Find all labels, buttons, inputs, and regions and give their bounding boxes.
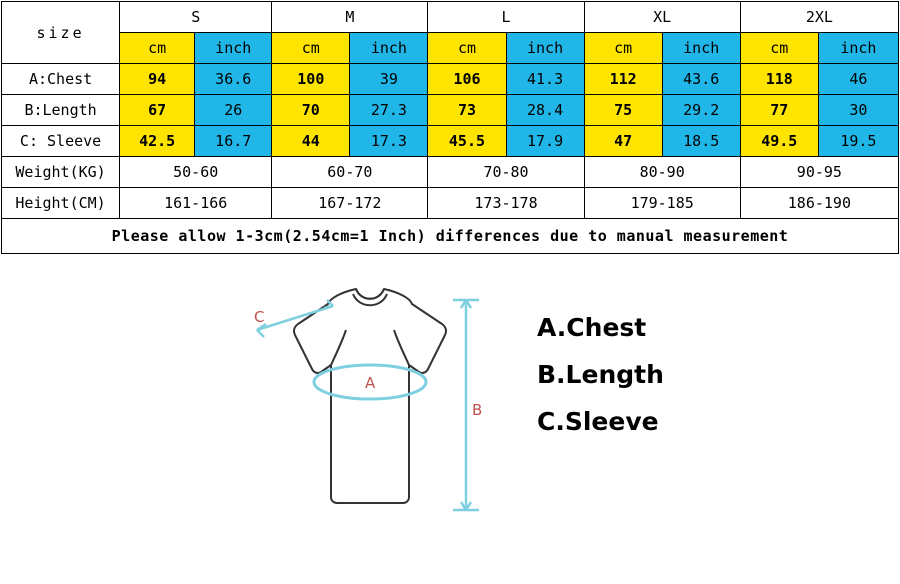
table-row <box>2 64 899 95</box>
table-note-row <box>2 219 899 254</box>
chest-m-inch: 39 <box>350 64 428 95</box>
size-table <box>1 1 899 254</box>
chest-s-inch: 36.6 <box>195 64 272 95</box>
chest-l-cm: 106 <box>428 64 506 95</box>
length-l-inch: 28.4 <box>506 95 584 126</box>
table-header-row <box>2 2 899 33</box>
table-unit-row <box>2 33 899 64</box>
unit-cm-xl: cm <box>584 33 662 64</box>
tshirt-diagram <box>210 272 530 512</box>
sleeve-xl-cm: 47 <box>584 126 662 157</box>
length-l-cm: 73 <box>428 95 506 126</box>
row-label-height: Height(CM) <box>2 188 120 219</box>
chest-s-cm: 94 <box>120 64 195 95</box>
unit-cm-l: cm <box>428 33 506 64</box>
length-2xl-cm: 77 <box>740 95 818 126</box>
sleeve-s-cm: 42.5 <box>120 126 195 157</box>
weight-l: 70-80 <box>428 157 584 188</box>
marker-b-label: B <box>472 401 483 419</box>
length-2xl-inch: 30 <box>818 95 898 126</box>
table-row <box>2 157 899 188</box>
row-label-length: B:Length <box>2 95 120 126</box>
chest-2xl-inch: 46 <box>818 64 898 95</box>
table-row <box>2 126 899 157</box>
length-m-inch: 27.3 <box>350 95 428 126</box>
unit-cm-m: cm <box>272 33 350 64</box>
table-row <box>2 95 899 126</box>
height-xl: 179-185 <box>584 188 740 219</box>
size-chart-page <box>0 1 900 584</box>
measurement-legend <box>537 304 664 445</box>
height-l: 173-178 <box>428 188 584 219</box>
tshirt-outline <box>294 289 446 503</box>
sleeve-m-cm: 44 <box>272 126 350 157</box>
unit-inch-m: inch <box>350 33 428 64</box>
row-label-sleeve: C: Sleeve <box>2 126 120 157</box>
size-header-2xl: 2XL <box>740 2 898 33</box>
weight-m: 60-70 <box>272 157 428 188</box>
unit-inch-xl: inch <box>662 33 740 64</box>
sleeve-measure-line <box>257 300 333 337</box>
length-xl-cm: 75 <box>584 95 662 126</box>
size-header-s: S <box>120 2 272 33</box>
sleeve-l-cm: 45.5 <box>428 126 506 157</box>
unit-cm-2xl: cm <box>740 33 818 64</box>
measurement-note: Please allow 1-3cm(2.54cm=1 Inch) differences due to manual measurement <box>2 219 899 254</box>
sleeve-l-inch: 17.9 <box>506 126 584 157</box>
table-row <box>2 188 899 219</box>
chest-l-inch: 41.3 <box>506 64 584 95</box>
weight-xl: 80-90 <box>584 157 740 188</box>
size-header-m: M <box>272 2 428 33</box>
row-label-chest: A:Chest <box>2 64 120 95</box>
sleeve-m-inch: 17.3 <box>350 126 428 157</box>
sleeve-2xl-cm: 49.5 <box>740 126 818 157</box>
height-2xl: 186-190 <box>740 188 898 219</box>
row-label-weight: Weight(KG) <box>2 157 120 188</box>
size-header-l: L <box>428 2 584 33</box>
chest-m-cm: 100 <box>272 64 350 95</box>
chest-xl-cm: 112 <box>584 64 662 95</box>
chest-2xl-cm: 118 <box>740 64 818 95</box>
unit-inch-2xl: inch <box>818 33 898 64</box>
chest-xl-inch: 43.6 <box>662 64 740 95</box>
length-m-cm: 70 <box>272 95 350 126</box>
weight-2xl: 90-95 <box>740 157 898 188</box>
sleeve-2xl-inch: 19.5 <box>818 126 898 157</box>
length-s-inch: 26 <box>195 95 272 126</box>
unit-cm-s: cm <box>120 33 195 64</box>
unit-inch-l: inch <box>506 33 584 64</box>
legend-item-length: B.Length <box>537 360 664 389</box>
marker-a-label: A <box>365 374 376 392</box>
weight-s: 50-60 <box>120 157 272 188</box>
diagram-area <box>0 254 900 516</box>
legend-item-sleeve: C.Sleeve <box>537 407 659 436</box>
unit-inch-s: inch <box>195 33 272 64</box>
corner-size-label: size <box>2 2 120 64</box>
size-header-xl: XL <box>584 2 740 33</box>
length-xl-inch: 29.2 <box>662 95 740 126</box>
height-s: 161-166 <box>120 188 272 219</box>
legend-item-chest: A.Chest <box>537 313 647 342</box>
sleeve-xl-inch: 18.5 <box>662 126 740 157</box>
marker-c-label: C <box>254 308 265 326</box>
height-m: 167-172 <box>272 188 428 219</box>
length-s-cm: 67 <box>120 95 195 126</box>
sleeve-s-inch: 16.7 <box>195 126 272 157</box>
